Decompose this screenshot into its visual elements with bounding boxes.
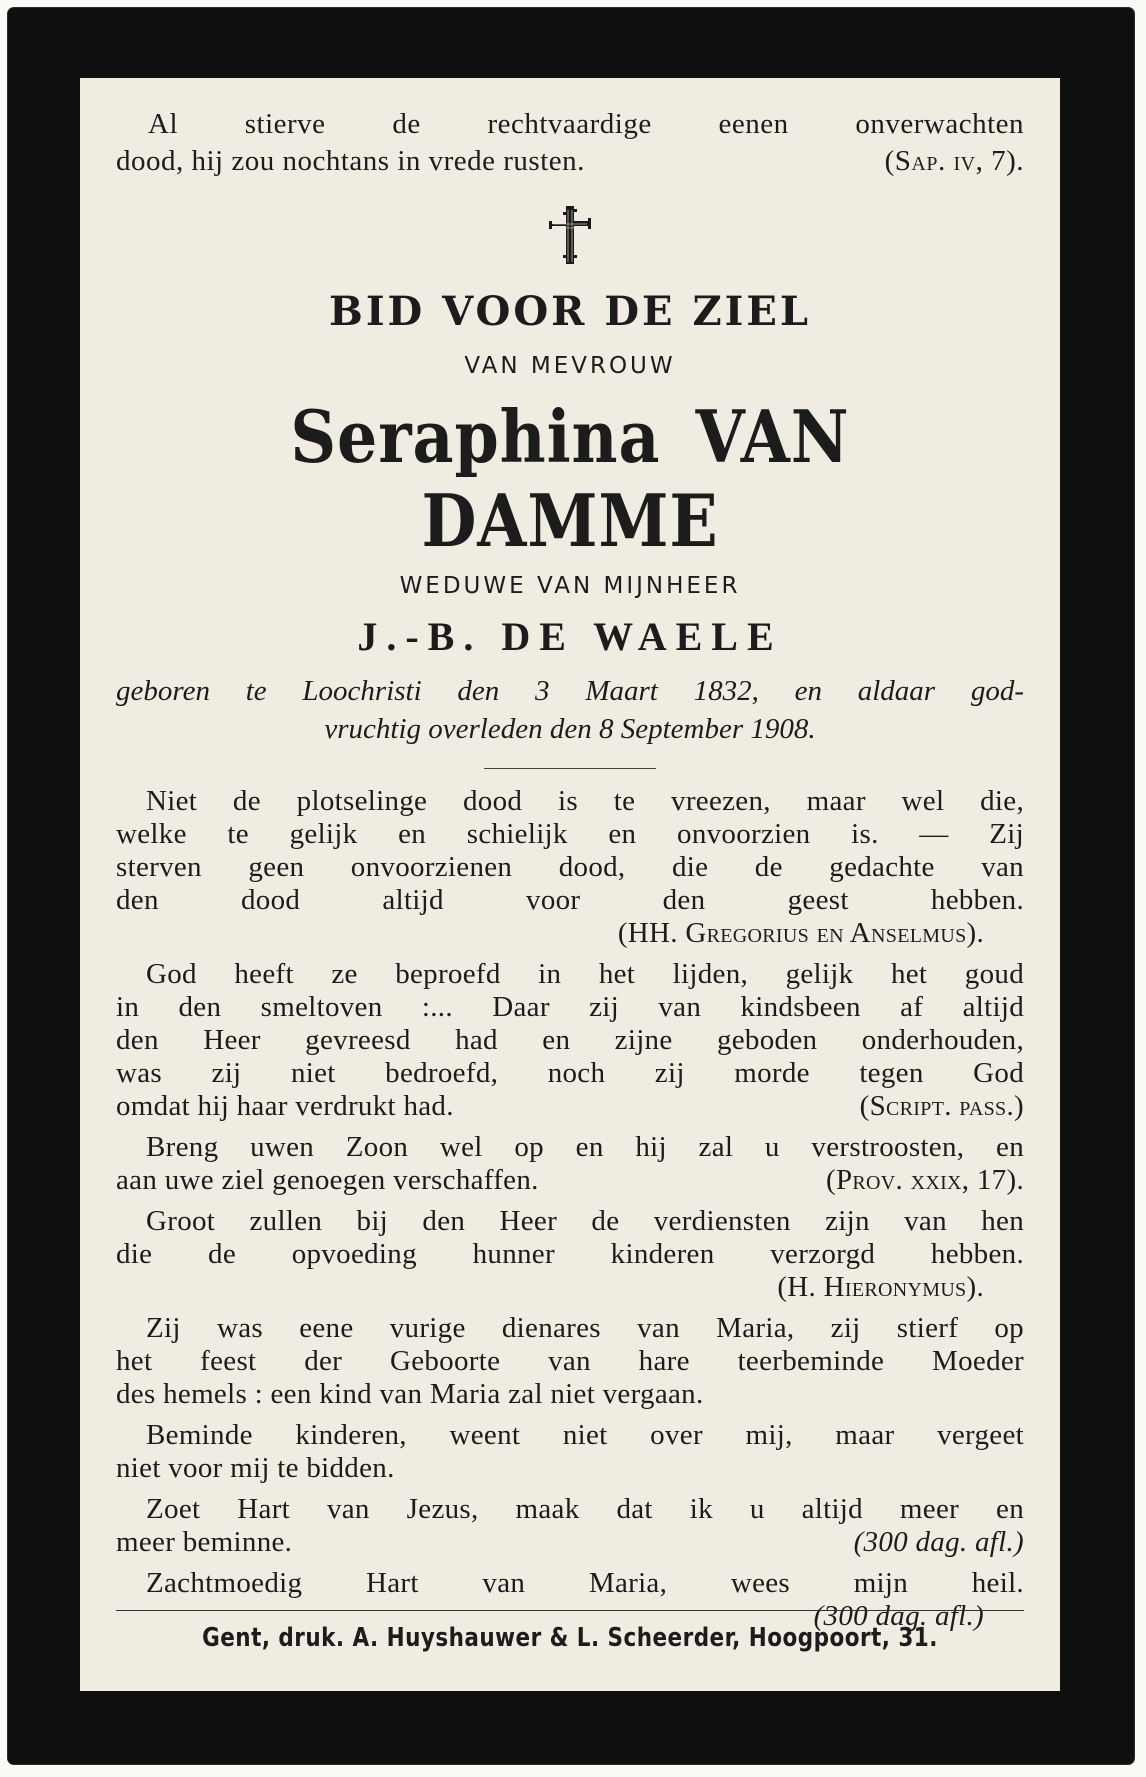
deceased-first-name: Seraphina xyxy=(290,394,661,479)
paragraph-line: niet voor mij te bidden. xyxy=(116,1452,395,1484)
prayer-paragraph xyxy=(116,958,1024,1123)
paragraph-line: Niet de plotselinge dood is te vreezen, maar wel die, xyxy=(146,785,1024,817)
citation: (HH. Gregorius en Anselmus). xyxy=(617,917,984,949)
prayer-paragraph xyxy=(116,1312,1024,1411)
widow-of: WEDUWE VAN MIJNHEER xyxy=(399,573,741,599)
citation: (Prov. xxix, 17). xyxy=(825,1164,1024,1196)
paragraph-line: was zij niet bedroefd, noch zij morde tegen God xyxy=(116,1057,1024,1089)
paragraph-line: Beminde kinderen, weent niet over mij, maar vergeet xyxy=(146,1419,1024,1451)
memorial-card xyxy=(8,8,1134,1764)
heading: BID VOOR DE ZIEL xyxy=(329,288,811,335)
prayer-paragraph xyxy=(116,785,1024,950)
latin-cross-icon xyxy=(547,204,593,270)
citation: (300 dag. afl.) xyxy=(813,1600,984,1632)
epigraph-reference: (Sap. iv, 7). xyxy=(884,145,1024,177)
epigraph-line-1: Al stierve de rechtvaardige eenen onverwachten xyxy=(148,108,1024,140)
paragraph-line: den dood altijd voor den geest hebben. xyxy=(116,884,1024,916)
deceased-name xyxy=(170,395,969,563)
paragraph-line: meer beminne. xyxy=(116,1526,293,1558)
paragraph-line: die de opvoeding hunner kinderen verzorgd hebben. xyxy=(116,1238,1024,1270)
paragraph-line: het feest der Geboorte van hare teerbeminde Moeder xyxy=(116,1345,1024,1377)
paragraph-line: omdat hij haar verdrukt had. xyxy=(116,1090,454,1122)
paragraph-line: Zij was eene vurige dienares van Maria, zij stierf op xyxy=(146,1312,1024,1344)
epigraph xyxy=(116,106,1024,180)
citation: (Script. pass.) xyxy=(859,1090,1024,1122)
paragraph-line: den Heer gevreesd had en zijne geboden onderhouden, xyxy=(116,1024,1024,1056)
epigraph-line-2 xyxy=(116,143,1024,180)
paragraph-last-line xyxy=(116,1090,1024,1123)
paragraph-line: aan uwe ziel genoegen verschaffen. xyxy=(116,1164,539,1196)
citation: (300 dag. afl.) xyxy=(853,1526,1024,1558)
death-line: vruchtig overleden den 8 September 1908. xyxy=(324,713,816,745)
paragraph-line: God heeft ze beproefd in het lijden, gelijk het goud xyxy=(146,958,1024,990)
prayer-paragraph xyxy=(116,1205,1024,1304)
paragraph-last-line xyxy=(116,1526,1024,1559)
paragraph-line: Zachtmoedig Hart van Maria, wees mijn heil. xyxy=(146,1567,1024,1599)
prayer-paragraph xyxy=(116,1419,1024,1485)
prayer-text xyxy=(116,785,1024,1633)
paragraph-line: sterven geen onvoorzienen dood, die de gedachte van xyxy=(116,851,1024,883)
husband-name: J.-B. DE WAELE xyxy=(357,614,783,659)
prayer-paragraph xyxy=(116,1131,1024,1197)
birth-line: geboren te Loochristi den 3 Maart 1832, en aldaar god- xyxy=(116,675,1024,707)
paragraph-line: Breng uwen Zoon wel op en hij zal u verstroosten, en xyxy=(146,1131,1024,1163)
paragraph-last-line xyxy=(116,1164,1024,1197)
birth-death-info xyxy=(116,672,1024,748)
paragraph-line: des hemels : een kind van Maria zal niet vergaan. xyxy=(116,1378,704,1410)
card-paper xyxy=(80,78,1060,1691)
prayer-paragraph xyxy=(116,1493,1024,1559)
paragraph-line: welke te gelijk en schielijk en onvoorzien is. — Zij xyxy=(116,818,1024,850)
epigraph-text: dood, hij zou nochtans in vrede rusten. xyxy=(116,145,585,177)
divider xyxy=(484,768,656,769)
paragraph-line: in den smeltoven :... Daar zij van kindsbeen af altijd xyxy=(116,991,1024,1023)
citation: (H. Hieronymus). xyxy=(777,1271,984,1303)
deceased-last-name: VAN DAMME xyxy=(421,394,850,563)
van-mevrouw: VAN MEVROUW xyxy=(464,353,676,379)
printer-imprint: Gent, druk. A. Huyshauwer & L. Scheerder, Hoogpoort, 31. xyxy=(202,1623,938,1653)
paragraph-line: Zoet Hart van Jezus, maak dat ik u altijd meer en xyxy=(146,1493,1024,1525)
paragraph-line: Groot zullen bij den Heer de verdiensten zijn van hen xyxy=(146,1205,1024,1237)
footer-divider xyxy=(116,1610,1024,1611)
